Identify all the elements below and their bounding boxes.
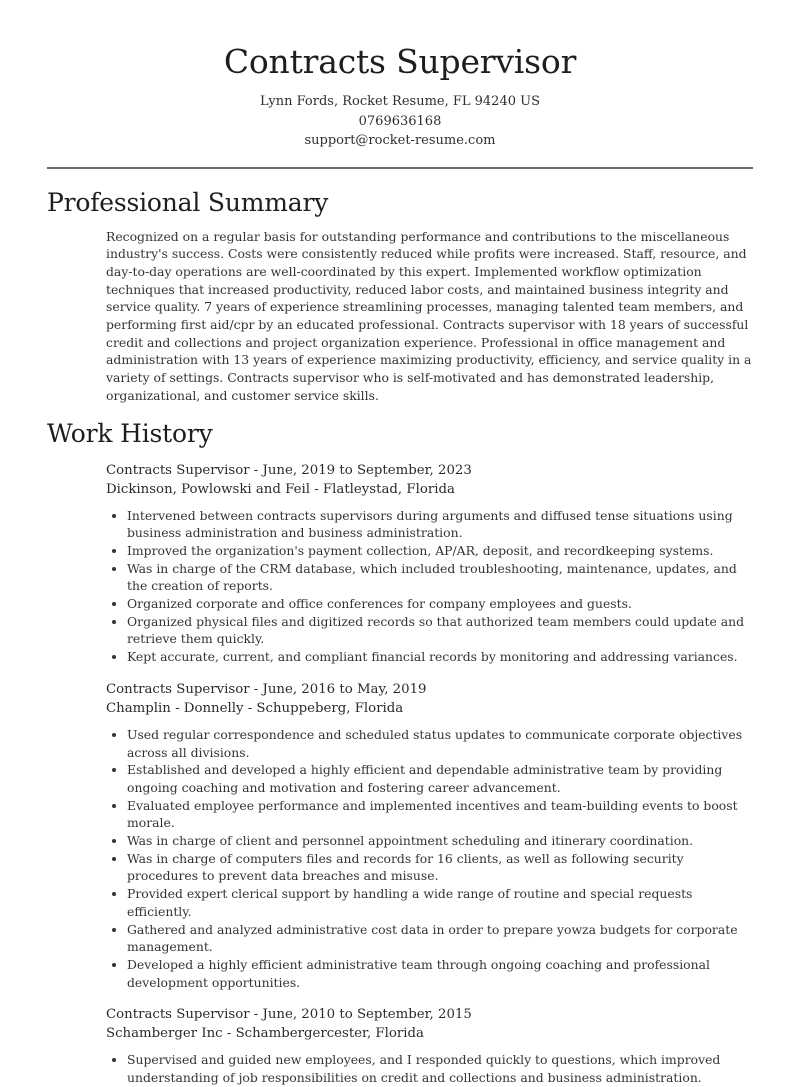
resume-title: Contracts Supervisor bbox=[223, 42, 577, 81]
section-heading-summary: Professional Summary bbox=[47, 187, 329, 217]
job-entry bbox=[106, 1005, 753, 1086]
resume-header bbox=[0, 0, 800, 151]
job-entry bbox=[106, 680, 753, 992]
summary-text: Recognized on a regular basis for outstanding performance and contributions to the miscellaneous industry's success. Costs were consistently reduced while profits were increased. Staff, resource, and day-to-day operations are well-coordinated by this expert. Implemented workflow optimization techniques that increased productivity, reduced labor costs, and maintained business integrity and service quality. 7 years of experience streamlining processes, managing talented team members, and performing first aid/cpr by an educated professional. Contracts supervisor with 18 years of successful credit and collections and project organization experience. Professional in office management and administration with 13 years of experience maximizing productivity, efficiency, and service quality in a variety of settings. Contracts supervisor who is self-motivated and has demonstrated leadership, organizational, and customer service skills. bbox=[106, 228, 752, 403]
contact-address: Lynn Fords, Rocket Resume, FL 94240 US bbox=[259, 94, 540, 109]
job-bullet: • Developed a highly efficient administrative team through ongoing coaching and professional development opportunities. bbox=[127, 956, 753, 991]
job-bullet: • Was in charge of computers files and records for 16 clients, as well as following security procedures to prevent data breaches and misuse. bbox=[127, 850, 753, 885]
job-company-line: Dickinson, Powlowski and Feil - Flatleystad, Florida bbox=[106, 481, 455, 497]
job-bullet: • Organized corporate and office conferences for company employees and guests. bbox=[127, 595, 753, 613]
job-bullet: • Supervised and guided new employees, and I responded quickly to questions, which improved understanding of job responsibilities on credit and collections and business administration. bbox=[127, 1051, 753, 1086]
section-heading-work-history: Work History bbox=[47, 418, 213, 448]
job-company-line: Schamberger Inc - Schambergercester, Florida bbox=[106, 1026, 424, 1042]
contact-block bbox=[0, 92, 800, 151]
job-title-line: Contracts Supervisor - June, 2019 to September, 2023 bbox=[106, 462, 472, 478]
header-divider bbox=[47, 167, 753, 169]
job-bullet: • Intervened between contracts supervisors during arguments and diffused tense situations using business administration and business administration. bbox=[127, 507, 753, 542]
job-bullet: • Organized physical files and digitized records so that authorized team members could update and retrieve them quickly. bbox=[127, 613, 753, 648]
job-bullet: • Used regular correspondence and scheduled status updates to communicate corporate objectives across all divisions. bbox=[127, 726, 753, 761]
contact-phone: 0769636168 bbox=[358, 113, 442, 129]
job-entry bbox=[106, 461, 753, 666]
job-title-line: Contracts Supervisor - June, 2016 to May, 2019 bbox=[106, 681, 427, 697]
job-bullet: • Kept accurate, current, and compliant financial records by monitoring and addressing variances. bbox=[127, 648, 753, 666]
job-bullet: • Improved the organization's payment collection, AP/AR, deposit, and recordkeeping systems. bbox=[127, 542, 753, 560]
job-bullet: • Was in charge of the CRM database, which included troubleshooting, maintenance, updates, and the creation of reports. bbox=[127, 560, 753, 595]
job-company-line: Champlin - Donnelly - Schuppeberg, Florida bbox=[106, 700, 404, 716]
contact-email: support@rocket-resume.com bbox=[304, 133, 496, 148]
job-bullet: • Gathered and analyzed administrative cost data in order to prepare yowza budgets for corporate management. bbox=[127, 921, 753, 956]
job-bullet: • Provided expert clerical support by handling a wide range of routine and special requests efficiently. bbox=[127, 885, 753, 920]
job-title-line: Contracts Supervisor - June, 2010 to September, 2015 bbox=[106, 1007, 472, 1023]
job-bullets bbox=[106, 1051, 753, 1086]
job-bullet: • Evaluated employee performance and implemented incentives and team-building events to boost morale. bbox=[127, 797, 753, 832]
job-bullet: • Established and developed a highly efficient and dependable administrative team by providing ongoing coaching and motivation and fostering career advancement. bbox=[127, 761, 753, 796]
job-bullets bbox=[106, 726, 753, 992]
job-bullets bbox=[106, 507, 753, 666]
job-bullet: • Was in charge of client and personnel appointment scheduling and itinerary coordination. bbox=[127, 832, 753, 850]
